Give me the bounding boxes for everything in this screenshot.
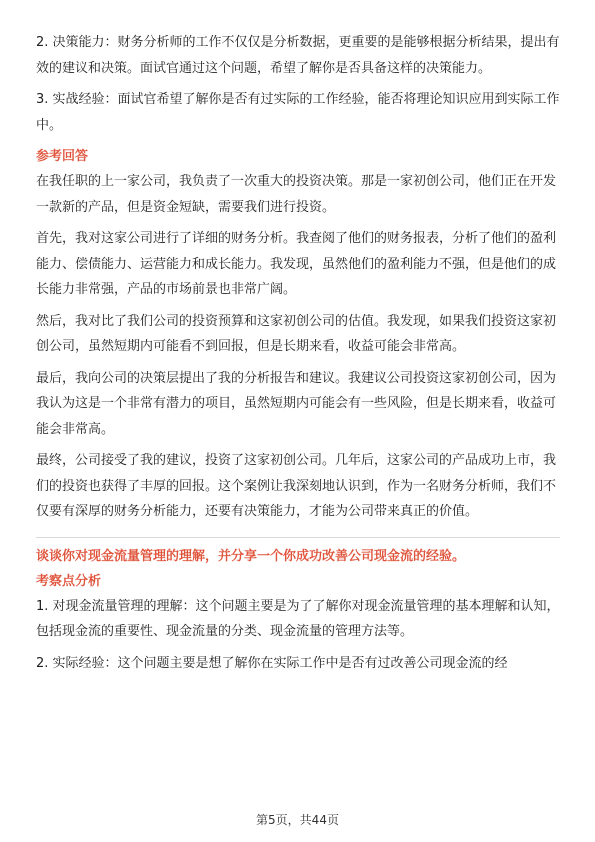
answer-paragraph: 然后，我对比了我们公司的投资预算和这家初创公司的估值。我发现，如果我们投资这家初创公司，虽然短期内可能看不到回报，但是长期来看，收益可能会非常高。 bbox=[36, 313, 557, 354]
document-page bbox=[36, 30, 560, 676]
question-title: 谈谈你对现金流量管理的理解，并分享一个你成功改善公司现金流的经验。 bbox=[36, 548, 466, 564]
analysis-heading: 考察点分析 bbox=[36, 573, 102, 589]
analysis-item: 1. 对现金流量管理的理解：这个问题主要是为了了解你对现金流量管理的基本理解和认知，包括现金流的重要性、现金流量的分类、现金流量的管理方法等。 bbox=[36, 598, 560, 639]
page-number: 第5页，共44页 bbox=[256, 813, 339, 827]
analysis-item: 2. 实际经验：这个问题主要是想了解你在实际工作中是否有过改善公司现金流的经 bbox=[36, 655, 508, 671]
analysis-item: 3. 实战经验：面试官希望了解你是否有过实际的工作经验，能否将理论知识应用到实际工作中。 bbox=[36, 92, 560, 133]
answer-heading: 参考回答 bbox=[36, 149, 89, 164]
answer-paragraph: 最终，公司接受了我的建议，投资了这家初创公司。几年后，这家公司的产品成功上市，我们的投资也获得了丰厚的回报。这个案例让我深刻地认识到，作为一名财务分析师，我们不仅要有深厚的财务分析能力，还要有决策能力，才能为公司带来真正的价值。 bbox=[36, 453, 557, 519]
analysis-item: 2. 决策能力：财务分析师的工作不仅仅是分析数据，更重要的是能够根据分析结果，提出有效的建议和决策。面试官通过这个问题，希望了解你是否具备这样的决策能力。 bbox=[36, 35, 560, 76]
answer-paragraph: 在我任职的上一家公司，我负责了一次重大的投资决策。那是一家初创公司，他们正在开发一款新的产品，但是资金短缺，需要我们进行投资。 bbox=[36, 174, 557, 215]
answer-paragraph: 首先，我对这家公司进行了详细的财务分析。我查阅了他们的财务报表，分析了他们的盈利能力、偿债能力、运营能力和成长能力。我发现，虽然他们的盈利能力不强，但是他们的成长能力非常强，产品的市场前景也非常广阔。 bbox=[36, 231, 557, 297]
section-divider bbox=[36, 537, 560, 538]
answer-paragraph: 最后，我向公司的决策层提出了我的分析报告和建议。我建议公司投资这家初创公司，因为我认为这是一个非常有潜力的项目，虽然短期内可能会有一些风险，但是长期来看，收益可能会非常高。 bbox=[36, 370, 557, 437]
